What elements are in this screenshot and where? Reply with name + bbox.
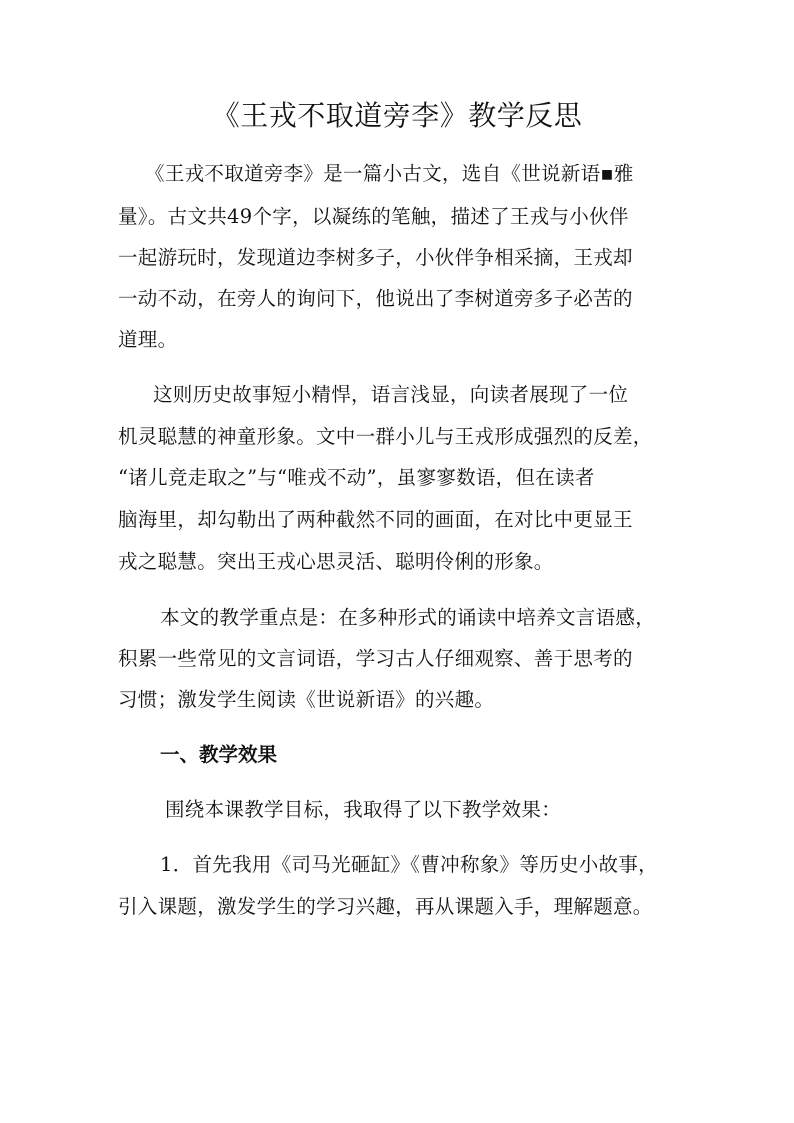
paragraph-1-line-1: 《王戎不取道旁李》是一篇小古文，选自《世说新语▪雅 — [145, 162, 634, 185]
paragraph-5-line-1: 1．首先我用《司马光砸缸》《曹冲称象》等历史小故事， — [160, 853, 658, 876]
paragraph-2-line-5: 戎之聪慧。突出王戎心思灵活、聪明伶俐的形象。 — [118, 550, 554, 573]
paragraph-2-line-3: “诸儿竞走取之”与“唯戎不动”，虽寥寥数语，但在读者 — [118, 466, 595, 489]
document-title: 《王戎不取道旁李》教学反思 — [211, 99, 583, 132]
paragraph-3-line-2: 积累一些常见的文言词语，学习古人仔细观察、善于思考的 — [118, 647, 633, 670]
section-1-heading: 一、教学效果 — [160, 743, 278, 766]
paragraph-1-line-2: 量》。古文共49个字，以凝练的笔触，描述了王戎与小伙伴 — [118, 205, 629, 228]
paragraph-5-line-2: 引入课题，激发学生的学习兴趣，再从课题入手，理解题意。 — [118, 895, 653, 918]
paragraph-2-line-4: 脑海里，却勾勒出了两种截然不同的画面，在对比中更显王 — [118, 508, 633, 531]
paragraph-3-line-3: 习惯；激发学生阅读《世说新语》的兴趣。 — [118, 688, 495, 711]
paragraph-1-line-4: 一动不动，在旁人的询问下，他说出了李树道旁多子必苦的 — [118, 287, 633, 310]
paragraph-1-line-5: 道理。 — [118, 328, 178, 351]
paragraph-2-line-1: 这则历史故事短小精悍，语言浅显，向读者展现了一位 — [153, 383, 629, 406]
paragraph-2-line-2: 机灵聪慧的神童形象。文中一群小儿与王戎形成强烈的反差， — [118, 425, 653, 448]
paragraph-4-line-1: 围绕本课教学目标，我取得了以下教学效果： — [165, 798, 562, 821]
paragraph-3-line-1: 本文的教学重点是：在多种形式的诵读中培养文言语感， — [160, 606, 656, 629]
paragraph-1-line-3: 一起游玩时，发现道边李树多子，小伙伴争相采摘，王戎却 — [118, 246, 633, 269]
